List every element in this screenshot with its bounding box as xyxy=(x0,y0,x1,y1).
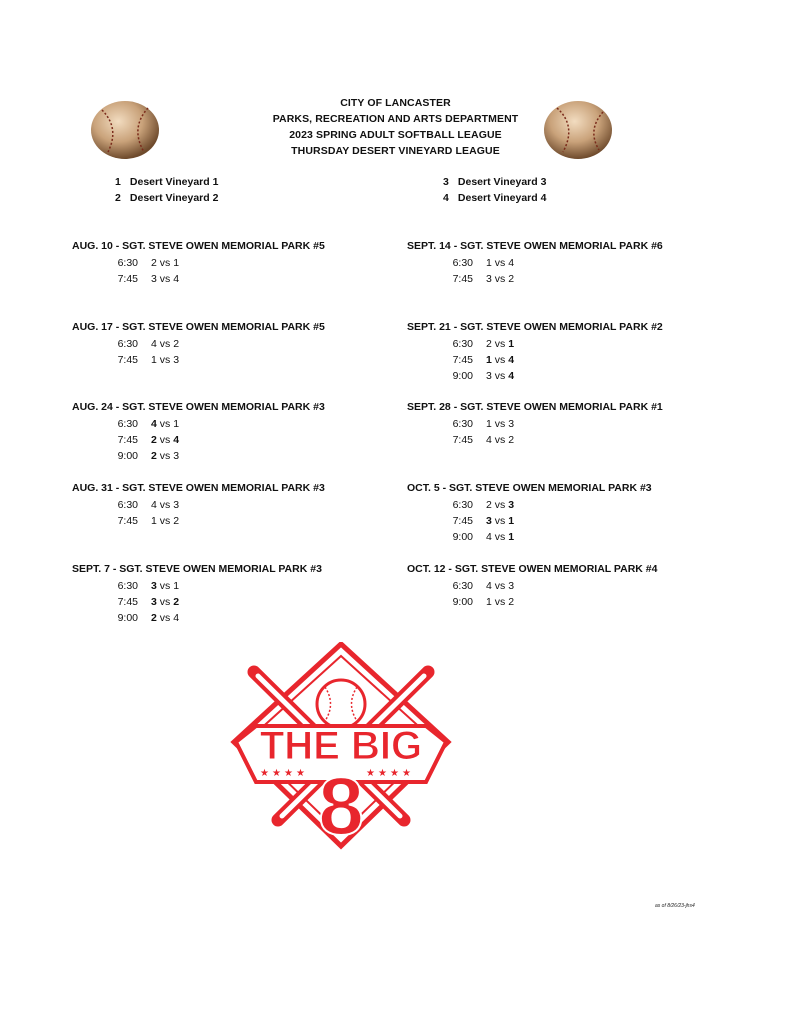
schedule-block xyxy=(72,238,325,287)
team-number: 2 xyxy=(115,192,121,204)
header-league: 2023 SPRING ADULT SOFTBALL LEAGUE xyxy=(289,129,502,141)
svg-text:★: ★ xyxy=(272,768,281,779)
game-row: 6:30 4 vs 1 xyxy=(117,418,180,430)
game-row: 7:45 1 vs 3 xyxy=(117,354,180,366)
schedule-block xyxy=(407,561,657,610)
baseball-icon xyxy=(543,100,613,160)
schedule-block xyxy=(72,561,322,626)
team-row xyxy=(115,174,218,190)
game-row: 6:30 4 vs 2 xyxy=(117,338,180,350)
baseball-icon xyxy=(90,100,160,160)
schedule-block xyxy=(72,319,325,368)
game-row: 7:45 3 vs 2 xyxy=(452,273,515,285)
svg-text:★: ★ xyxy=(296,768,305,779)
team-list-left xyxy=(115,174,218,206)
game-row: 6:30 1 vs 4 xyxy=(452,257,515,269)
game-day-title: AUG. 17 - SGT. STEVE OWEN MEMORIAL PARK #5 xyxy=(72,321,325,333)
schedule-block xyxy=(407,480,652,545)
team-name: Desert Vineyard 3 xyxy=(457,176,547,188)
game-row: 6:30 2 vs 3 xyxy=(452,499,515,511)
game-day-title: SEPT. 28 - SGT. STEVE OWEN MEMORIAL PARK #1 xyxy=(407,401,663,413)
game-row: 6:30 2 vs 1 xyxy=(452,338,515,350)
game-day-title: SEPT. 21 - SGT. STEVE OWEN MEMORIAL PARK #2 xyxy=(407,321,663,333)
team-list-right xyxy=(443,174,546,206)
game-row: 6:30 3 vs 1 xyxy=(117,580,180,592)
svg-text:★: ★ xyxy=(390,768,399,779)
game-row: 7:45 3 vs 4 xyxy=(117,273,180,285)
game-row: 7:45 2 vs 4 xyxy=(117,434,180,446)
game-row: 9:00 4 vs 1 xyxy=(452,531,515,543)
game-day-title: AUG. 24 - SGT. STEVE OWEN MEMORIAL PARK #3 xyxy=(72,401,325,413)
team-row xyxy=(115,190,218,206)
game-row: 7:45 4 vs 2 xyxy=(452,434,515,446)
team-row xyxy=(443,190,546,206)
schedule-block xyxy=(72,480,325,529)
game-day-title: OCT. 12 - SGT. STEVE OWEN MEMORIAL PARK #4 xyxy=(407,563,658,575)
the-big-8-logo xyxy=(226,642,456,850)
game-row: 7:45 1 vs 4 xyxy=(452,354,515,366)
game-row: 6:30 4 vs 3 xyxy=(117,499,180,511)
game-row: 6:30 4 vs 3 xyxy=(452,580,515,592)
game-row: 9:00 1 vs 2 xyxy=(452,596,515,608)
game-day-title: AUG. 10 - SGT. STEVE OWEN MEMORIAL PARK #5 xyxy=(72,240,325,252)
game-row: 9:00 2 vs 3 xyxy=(117,450,180,462)
game-row: 7:45 1 vs 2 xyxy=(117,515,180,527)
game-day-title: SEPT. 7 - SGT. STEVE OWEN MEMORIAL PARK #3 xyxy=(72,563,322,575)
game-row: 7:45 3 vs 2 xyxy=(117,596,180,608)
schedule-block xyxy=(407,399,663,448)
game-row: 9:00 3 vs 4 xyxy=(452,370,515,382)
team-number: 1 xyxy=(115,176,121,188)
svg-text:★: ★ xyxy=(260,768,269,779)
game-day-title: OCT. 5 - SGT. STEVE OWEN MEMORIAL PARK #3 xyxy=(407,482,652,494)
header-division: THURSDAY DESERT VINEYARD LEAGUE xyxy=(291,145,500,157)
svg-text:★: ★ xyxy=(284,768,293,779)
logo-title: THE BIG xyxy=(259,724,423,768)
schedule-block xyxy=(407,319,663,384)
game-day-title: SEPT. 14 - SGT. STEVE OWEN MEMORIAL PARK #6 xyxy=(407,240,663,252)
team-name: Desert Vineyard 1 xyxy=(129,176,219,188)
revision-note: as of 8/26/23-jhs4 xyxy=(655,903,695,909)
svg-text:★: ★ xyxy=(366,768,375,779)
team-number: 3 xyxy=(443,176,449,188)
game-row: 9:00 2 vs 4 xyxy=(117,612,180,624)
team-row xyxy=(443,174,546,190)
game-row: 6:30 1 vs 3 xyxy=(452,418,515,430)
team-name: Desert Vineyard 4 xyxy=(457,192,547,204)
game-row: 7:45 3 vs 1 xyxy=(452,515,515,527)
schedule-block xyxy=(407,238,663,287)
team-number: 4 xyxy=(443,192,449,204)
game-row: 6:30 2 vs 1 xyxy=(117,257,180,269)
schedule-block xyxy=(72,399,325,464)
logo-number: 8 xyxy=(318,761,364,850)
svg-text:★: ★ xyxy=(378,768,387,779)
game-day-title: AUG. 31 - SGT. STEVE OWEN MEMORIAL PARK #3 xyxy=(72,482,325,494)
header-city: CITY OF LANCASTER xyxy=(340,97,451,109)
team-name: Desert Vineyard 2 xyxy=(129,192,219,204)
svg-text:★: ★ xyxy=(402,768,411,779)
header-department: PARKS, RECREATION AND ARTS DEPARTMENT xyxy=(272,113,519,125)
